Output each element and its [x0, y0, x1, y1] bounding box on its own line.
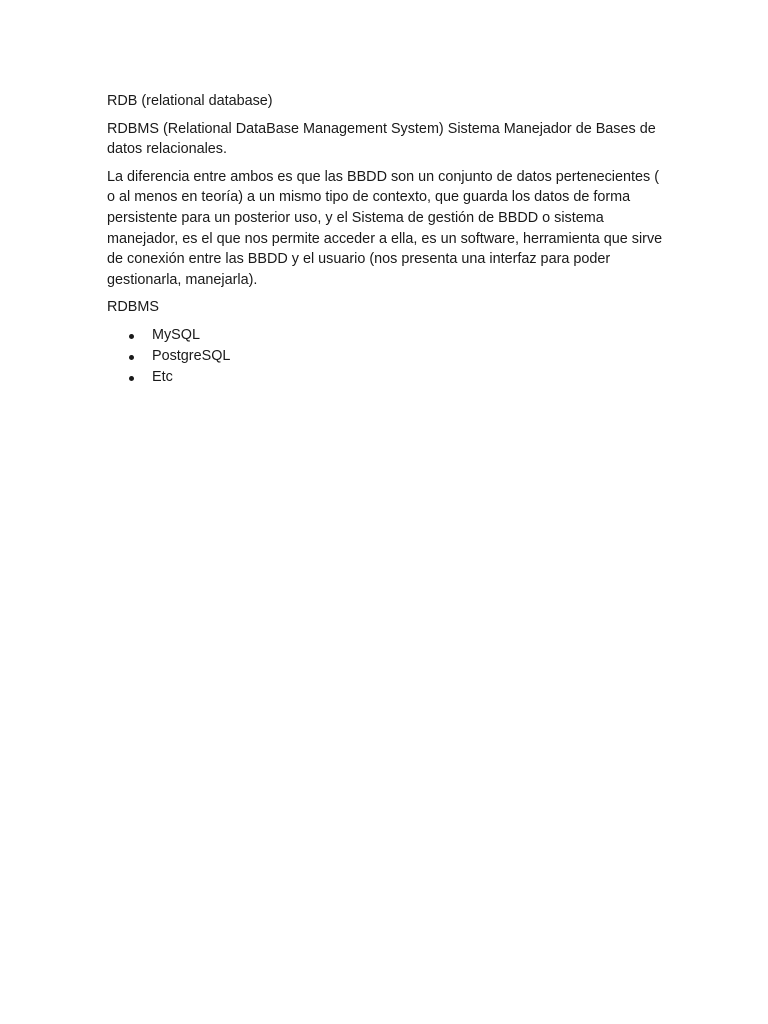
bullet-icon	[129, 376, 134, 381]
document-page	[107, 91, 667, 387]
rdbms-list	[107, 325, 667, 387]
bullet-icon	[129, 334, 134, 339]
list-item-label: PostgreSQL	[152, 347, 231, 364]
list-item-label: MySQL	[152, 326, 200, 343]
bullet-icon	[129, 355, 134, 360]
rdb-definition: RDB (relational database)	[107, 93, 273, 109]
list-item-label: Etc	[152, 368, 173, 385]
difference-explanation: La diferencia entre ambos es que las BBDD son un conjunto de datos pertenecientes ( o al menos en teoría) a un mismo tipo de contexto, que guarda los datos de forma persistente para un posterior uso, y el Sistema de gestión de BBDD o sistema manejador, es el que nos permite acceder a ella, es un software, herramienta que sirve de conexión entre las BBDD y el usuario (nos presenta una interfaz para poder gestionarla, manejarla).	[107, 168, 663, 288]
list-item	[107, 346, 667, 367]
list-item	[107, 325, 667, 346]
rdbms-heading: RDBMS	[107, 299, 159, 316]
rdbms-definition: RDBMS (Relational DataBase Management System) Sistema Manejador de Bases de datos relacionales.	[107, 120, 656, 158]
list-item	[107, 367, 667, 388]
